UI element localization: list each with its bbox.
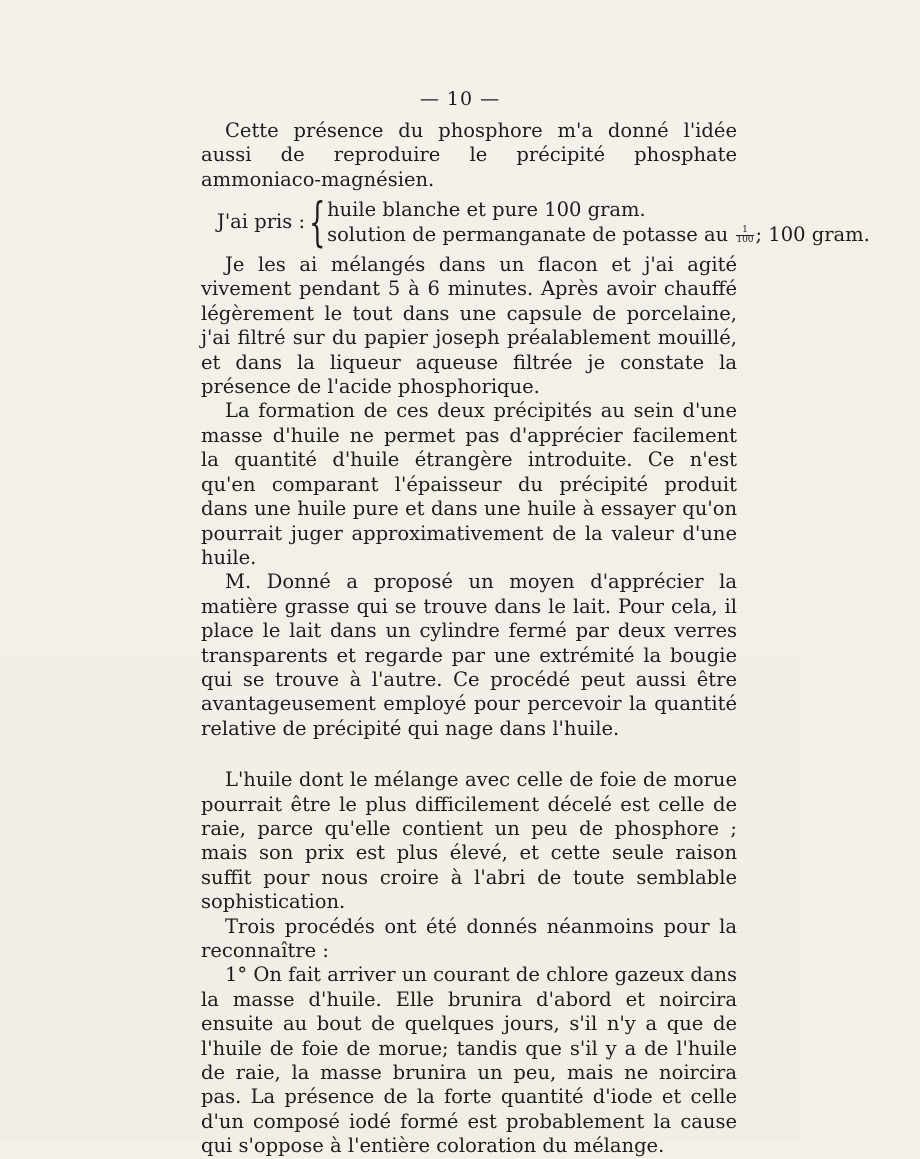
brace-icon: { [309,192,326,253]
recipe-lead: J'ai pris : [217,210,306,234]
paragraph: Je les ai mélangés dans un flacon et j'ai agité vivement pendant 5 à 6 minutes. Après avoir chauffé légèrement le tout dans une capsule de porcelaine, j'ai filtré sur du papier joseph préalablement mouillé, et dans la liqueur aqueuse filtrée je constate la présence de l'acide phosphorique. [201,253,737,399]
page-number: — 10 — [419,88,501,110]
paragraph: 1° On fait arriver un courant de chlore gazeux dans la masse d'huile. Elle brunira d'abord et noircira ensuite au bout de quelques jours, s'il n'y a que de l'huile de foie de morue; tandis que s'il y a de l'huile de raie, la masse brunira un peu, mais ne noircira pas. La présence de la forte quantité d'iode et celle d'un composé iodé formé est probablement la cause qui s'oppose à l'entière coloration du mélange. [201,963,737,1158]
fraction-denominator: 100 [736,234,754,245]
recipe-line-2 [327,223,870,247]
recipe-block [217,192,870,253]
recipe-line-2-prefix: solution de permanganate de potasse au [327,222,729,246]
paragraph: Cette présence du phosphore m'a donné l'idée aussi de reproduire le précipité phosphate ammoniaco-magnésien. [201,119,737,191]
section-gap [201,741,737,768]
body-text [201,119,870,1159]
paragraph: L'huile dont le mélange avec celle de foie de morue pourrait être le plus difficilement décelé est celle de raie, parce qu'elle contient un peu de phosphore ; mais son prix est plus élevé, et cette seule raison suffit pour nous croire à l'abri de toute semblable sophistication. [201,768,737,914]
fraction-numerator: 1 [736,226,753,236]
fraction [736,226,753,245]
paragraph: M. Donné a proposé un moyen d'apprécier la matière grasse qui se trouve dans le lait. Pour cela, il place le lait dans un cylindre fermé par deux verres transparents et regarde par une extrémité la bougie qui se trouve à l'autre. Ce procédé peut aussi être avantageusement employé pour percevoir la quantité relative de précipité qui nage dans l'huile. [201,570,737,740]
recipe-line-2-suffix: ; 100 gram. [755,222,870,246]
paragraph: Trois procédés ont été donnés néanmoins pour la reconnaître : [201,914,737,962]
paragraph: La formation de ces deux précipités au sein d'une masse d'huile ne permet pas d'apprécier facilement la quantité d'huile étrangère introduite. Ce n'est qu'en comparant l'épaisseur du précipité produit dans une huile pure et dans une huile à essayer qu'on pourrait juger approximativement de la valeur d'une huile. [201,399,737,569]
recipe-line-1: huile blanche et pure 100 gram. [327,198,646,222]
